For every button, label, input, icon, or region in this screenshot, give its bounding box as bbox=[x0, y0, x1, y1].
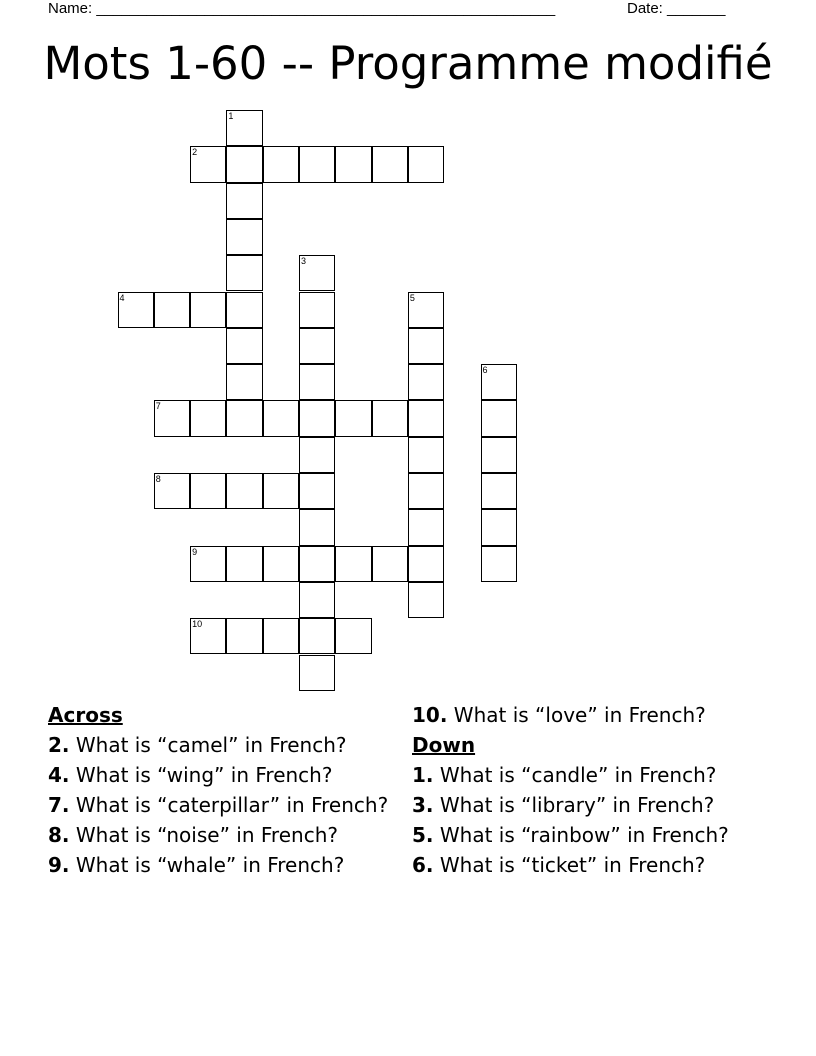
clue-text: What is “camel” in French? bbox=[69, 733, 347, 757]
grid-cell[interactable] bbox=[190, 618, 226, 654]
grid-cell[interactable] bbox=[226, 110, 262, 146]
clue-number: 8. bbox=[48, 823, 70, 847]
page-title: Mots 1-60 -- Programme modifié bbox=[43, 37, 773, 90]
clue-number: 2. bbox=[48, 733, 70, 757]
date-label: Date: bbox=[627, 0, 668, 17]
grid-cell[interactable] bbox=[190, 292, 226, 328]
clue-number-label: 2 bbox=[192, 147, 198, 158]
clue-across-9 bbox=[48, 853, 393, 877]
grid-cell[interactable] bbox=[408, 582, 444, 618]
clue-number-label: 8 bbox=[155, 474, 161, 484]
grid-cell[interactable] bbox=[481, 509, 517, 545]
grid-cell[interactable] bbox=[299, 437, 335, 473]
clue-text: What is “love” in French? bbox=[447, 703, 706, 727]
clue-number: 3. bbox=[412, 793, 434, 817]
clue-across-10 bbox=[412, 703, 757, 727]
grid-cell[interactable] bbox=[408, 546, 444, 582]
grid-cell[interactable] bbox=[408, 400, 444, 436]
grid-cell[interactable] bbox=[154, 292, 190, 328]
grid-cell[interactable] bbox=[481, 473, 517, 509]
grid-cell[interactable] bbox=[372, 400, 408, 436]
grid-cell[interactable] bbox=[226, 292, 262, 328]
clue-text: What is “wing” in French? bbox=[69, 763, 333, 787]
clue-number: 5. bbox=[412, 823, 434, 847]
grid-cell[interactable] bbox=[226, 400, 262, 436]
grid-cell[interactable] bbox=[481, 364, 517, 400]
grid-cell[interactable] bbox=[226, 473, 262, 509]
date-line[interactable]: _______ bbox=[667, 0, 726, 17]
down-heading: Down bbox=[412, 733, 476, 757]
grid-cell[interactable] bbox=[408, 146, 444, 182]
grid-cell[interactable] bbox=[299, 546, 335, 582]
clue-text: What is “library” in French? bbox=[433, 793, 715, 817]
grid-cell[interactable] bbox=[263, 146, 299, 182]
name-label: Name: bbox=[48, 0, 97, 17]
grid-cell[interactable] bbox=[481, 400, 517, 436]
grid-cell[interactable] bbox=[226, 146, 262, 182]
clue-number-label: 9 bbox=[192, 546, 198, 557]
grid-cell[interactable] bbox=[335, 546, 371, 582]
grid-cell[interactable] bbox=[335, 400, 371, 436]
grid-cell[interactable] bbox=[299, 400, 335, 436]
grid-cell[interactable] bbox=[190, 546, 226, 582]
grid-cell[interactable] bbox=[263, 618, 299, 654]
clue-across-4 bbox=[48, 763, 393, 787]
grid-cell[interactable] bbox=[299, 473, 335, 509]
clue-text: What is “whale” in French? bbox=[69, 853, 345, 877]
grid-cell[interactable] bbox=[226, 328, 262, 364]
grid-cell[interactable] bbox=[481, 437, 517, 473]
clue-text: What is “noise” in French? bbox=[69, 823, 338, 847]
clue-number: 10. bbox=[412, 703, 448, 727]
grid-cell[interactable] bbox=[226, 618, 262, 654]
grid-cell[interactable] bbox=[190, 400, 226, 436]
grid-cell[interactable] bbox=[154, 473, 190, 509]
clue-across-7 bbox=[48, 793, 393, 817]
clue-down-3 bbox=[412, 793, 757, 817]
grid-cell[interactable] bbox=[226, 546, 262, 582]
grid-cell[interactable] bbox=[299, 582, 335, 618]
clue-across-2 bbox=[48, 733, 393, 757]
grid-cell[interactable] bbox=[335, 146, 371, 182]
grid-cell[interactable] bbox=[118, 292, 154, 328]
clue-number-label: 6 bbox=[482, 365, 488, 376]
grid-cell[interactable] bbox=[408, 328, 444, 364]
clue-number: 7. bbox=[48, 793, 70, 817]
clue-number: 9. bbox=[48, 853, 70, 877]
grid-cell[interactable] bbox=[263, 546, 299, 582]
grid-cell[interactable] bbox=[226, 255, 262, 291]
name-line[interactable]: _______________________________________________________ bbox=[96, 0, 556, 17]
clue-number-label: 5 bbox=[409, 292, 415, 303]
grid-cell[interactable] bbox=[263, 400, 299, 436]
grid-cell[interactable] bbox=[299, 364, 335, 400]
grid-cell[interactable] bbox=[372, 146, 408, 182]
clue-down-6 bbox=[412, 853, 757, 877]
grid-cell[interactable] bbox=[263, 473, 299, 509]
grid-cell[interactable] bbox=[408, 437, 444, 473]
grid-cell[interactable] bbox=[299, 509, 335, 545]
clue-across-8 bbox=[48, 823, 393, 847]
grid-cell[interactable] bbox=[372, 546, 408, 582]
grid-cell[interactable] bbox=[299, 328, 335, 364]
clue-down-5 bbox=[412, 823, 757, 847]
clue-number: 1. bbox=[412, 763, 434, 787]
grid-cell[interactable] bbox=[408, 509, 444, 545]
grid-cell[interactable] bbox=[226, 219, 262, 255]
grid-cell[interactable] bbox=[226, 364, 262, 400]
clue-number-label: 7 bbox=[155, 401, 161, 412]
grid-cell[interactable] bbox=[299, 146, 335, 182]
clue-down-1 bbox=[412, 763, 757, 787]
grid-cell[interactable] bbox=[408, 364, 444, 400]
grid-cell[interactable] bbox=[335, 618, 371, 654]
grid-cell[interactable] bbox=[299, 618, 335, 654]
clue-number-label: 10 bbox=[192, 619, 203, 630]
clues-column-right bbox=[412, 703, 757, 883]
clue-text: What is “rainbow” in French? bbox=[433, 823, 729, 847]
clues-column-left bbox=[48, 703, 393, 883]
grid-cell[interactable] bbox=[299, 292, 335, 328]
grid-cell[interactable] bbox=[299, 255, 335, 291]
clue-number-label: 3 bbox=[301, 256, 307, 267]
clue-number: 6. bbox=[412, 853, 434, 877]
grid-cell[interactable] bbox=[299, 655, 335, 691]
grid-cell[interactable] bbox=[190, 473, 226, 509]
grid-cell[interactable] bbox=[154, 400, 190, 436]
clue-number-label: 4 bbox=[119, 292, 125, 303]
clue-text: What is “caterpillar” in French? bbox=[69, 793, 389, 817]
clue-text: What is “candle” in French? bbox=[433, 763, 717, 787]
grid-cell[interactable] bbox=[481, 546, 517, 582]
grid-cell[interactable] bbox=[408, 473, 444, 509]
clue-text: What is “ticket” in French? bbox=[433, 853, 706, 877]
grid-cell[interactable] bbox=[190, 146, 226, 182]
clue-number: 4. bbox=[48, 763, 70, 787]
grid-cell[interactable] bbox=[408, 292, 444, 328]
across-heading: Across bbox=[48, 703, 123, 727]
clue-number-label: 1 bbox=[228, 111, 234, 121]
grid-cell[interactable] bbox=[226, 183, 262, 219]
